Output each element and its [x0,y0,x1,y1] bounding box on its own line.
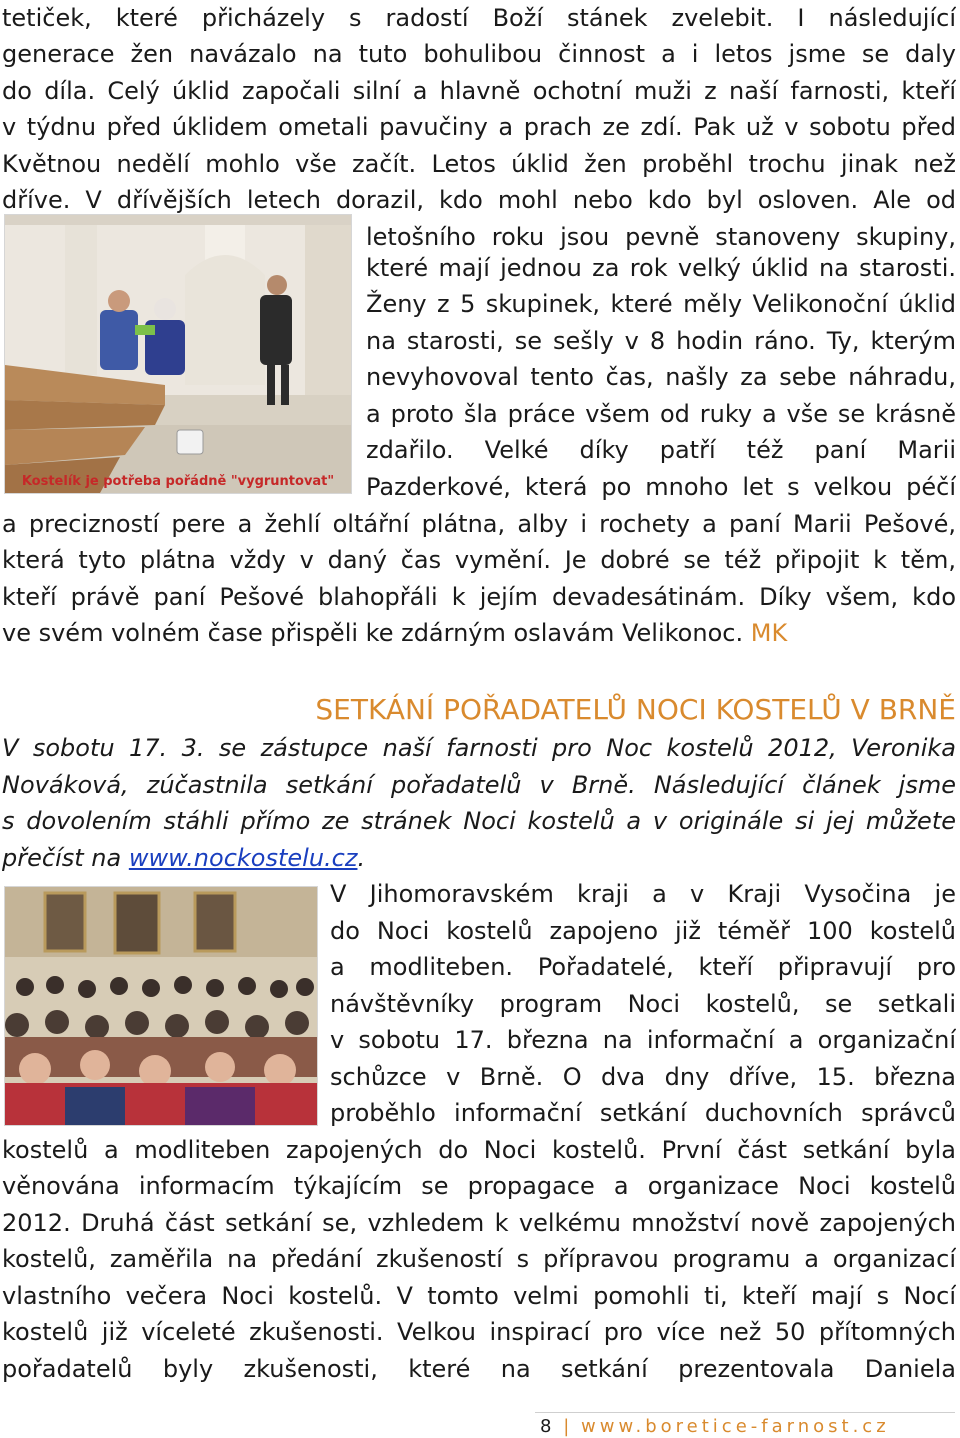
text-line: kostelů, zaměřila na předání zkušeností s přípravou programu a organizací [2,1245,956,1273]
text-line: kostelů a modliteben zapojených do Noci kostelů. První část setkání byla [2,1136,956,1164]
text-line: generace žen navázalo na tuto bohulibou činnost a i letos jsme se daly [2,40,956,68]
text-line: proběhlo informační setkání duchovních správců [330,1099,956,1127]
text-line: dříve. V dřívějších letech dorazil, kdo mohl nebo kdo byl osloven. Ale od [2,186,956,214]
intro-line-end: . [357,844,366,872]
intro-line: s dovolením stáhli přímo ze stránek Noci kostelů a v originále si jej můžete [2,807,956,835]
text-line: která tyto plátna vždy v daný čas vymění. Je dobré se též připojit k těm, [2,546,956,574]
page-footer [540,1416,890,1438]
text-line: do díla. Celý úklid započali silní a hlavně ochotní muži z naší farnosti, kteří [2,77,956,105]
text-line: věnována informacím týkajícím se propagace a organizace Noci kostelů [2,1172,956,1200]
text-line: nevyhovoval tento čas, našly za sebe náhradu, [366,363,956,391]
intro-line [2,840,956,876]
church-cleaning-photo [4,214,352,494]
nockostelu-link[interactable]: www.nockostelu.cz [128,844,358,872]
text-line: tetiček, které přicházely s radostí Boží stánek zvelebit. I následující [2,4,956,32]
text-line: Ženy z 5 skupinek, které měly Velikonoční úklid [366,290,956,318]
intro-line: Nováková, zúčastnila setkání pořadatelů v Brně. Následující článek jsme [2,771,956,799]
text-line: do Noci kostelů zapojeno již téměř 100 kostelů [330,917,956,945]
page-number: 8 [540,1416,552,1437]
text-line: letošního roku jsou pevně stanoveny skupiny, [366,223,956,251]
text-line: v týdnu před úklidem ometali pavučiny a prach ze zdí. Pak už v sobotu před [2,113,956,141]
text-line [2,615,956,651]
text-line: a modliteben. Pořadatelé, kteří připravují pro [330,953,956,981]
text-line: a precizností pere a žehlí oltářní plátna, alby i rochety a paní Marii Pešové, [2,510,956,538]
text-line: zdařilo. Velké díky patří též paní Marii [366,436,956,464]
text-line: kteří právě paní Pešové blahopřáli k jejím devadesátinám. Díky všem, kdo [2,583,956,611]
text-line-content: ve svém volném čase přispěli ke zdárným oslavám Velikonoc. [2,619,744,647]
section-heading: SETKÁNÍ POŘADATELŮ NOCI KOSTELŮ V BRNĚ [315,693,956,726]
intro-line: V sobotu 17. 3. se zástupce naší farnosti pro Noc kostelů 2012, Veronika [2,734,956,762]
text-line: na starosti, se sešly v 8 hodin ráno. Ty, kterým [366,327,956,355]
text-line: návštěvníky program Noci kostelů, se setkali [330,990,956,1018]
photo-caption: Kostelík je potřeba pořádně "vygruntovat" [21,474,335,489]
footer-website: www.boretice-farnost.cz [581,1416,890,1437]
text-line: 2012. Druhá část setkání se, vzhledem k velkému množství nově zapojených [2,1209,956,1237]
text-line: a proto šla práce všem od ruky a vše se krásně [366,400,956,428]
text-line: pořadatelů byly zkušenosti, které na setkání prezentovala Daniela [2,1355,956,1383]
text-line: v sobotu 17. března na informační a organizační [330,1026,956,1054]
meeting-audience-photo [4,886,318,1126]
footer-separator: | [563,1416,570,1437]
intro-line-text: přečíst na [2,844,129,872]
meeting-audience-illustration [5,887,317,1125]
footer-divider [535,1412,955,1413]
author-initials: MK [750,619,788,647]
text-line: které mají jednou za rok velký úklid na starosti. [366,254,956,282]
text-line: Květnou nedělí mohlo vše začít. Letos úklid žen proběhl trochu jinak než [2,150,956,178]
text-line: V Jihomoravském kraji a v Kraji Vysočina je [330,880,956,908]
text-line: kostelů již víceleté zkušenosti. Velkou inspirací pro více než 50 přítomných [2,1318,956,1346]
church-cleaning-illustration [5,215,351,493]
text-line: Pazderkové, která po mnoho let s velkou péčí [366,473,956,501]
text-line: schůzce v Brně. O dva dny dříve, 15. března [330,1063,956,1091]
text-line: vlastního večera Noci kostelů. V tomto velmi pomohli ti, kteří mají s Nocí [2,1282,956,1310]
